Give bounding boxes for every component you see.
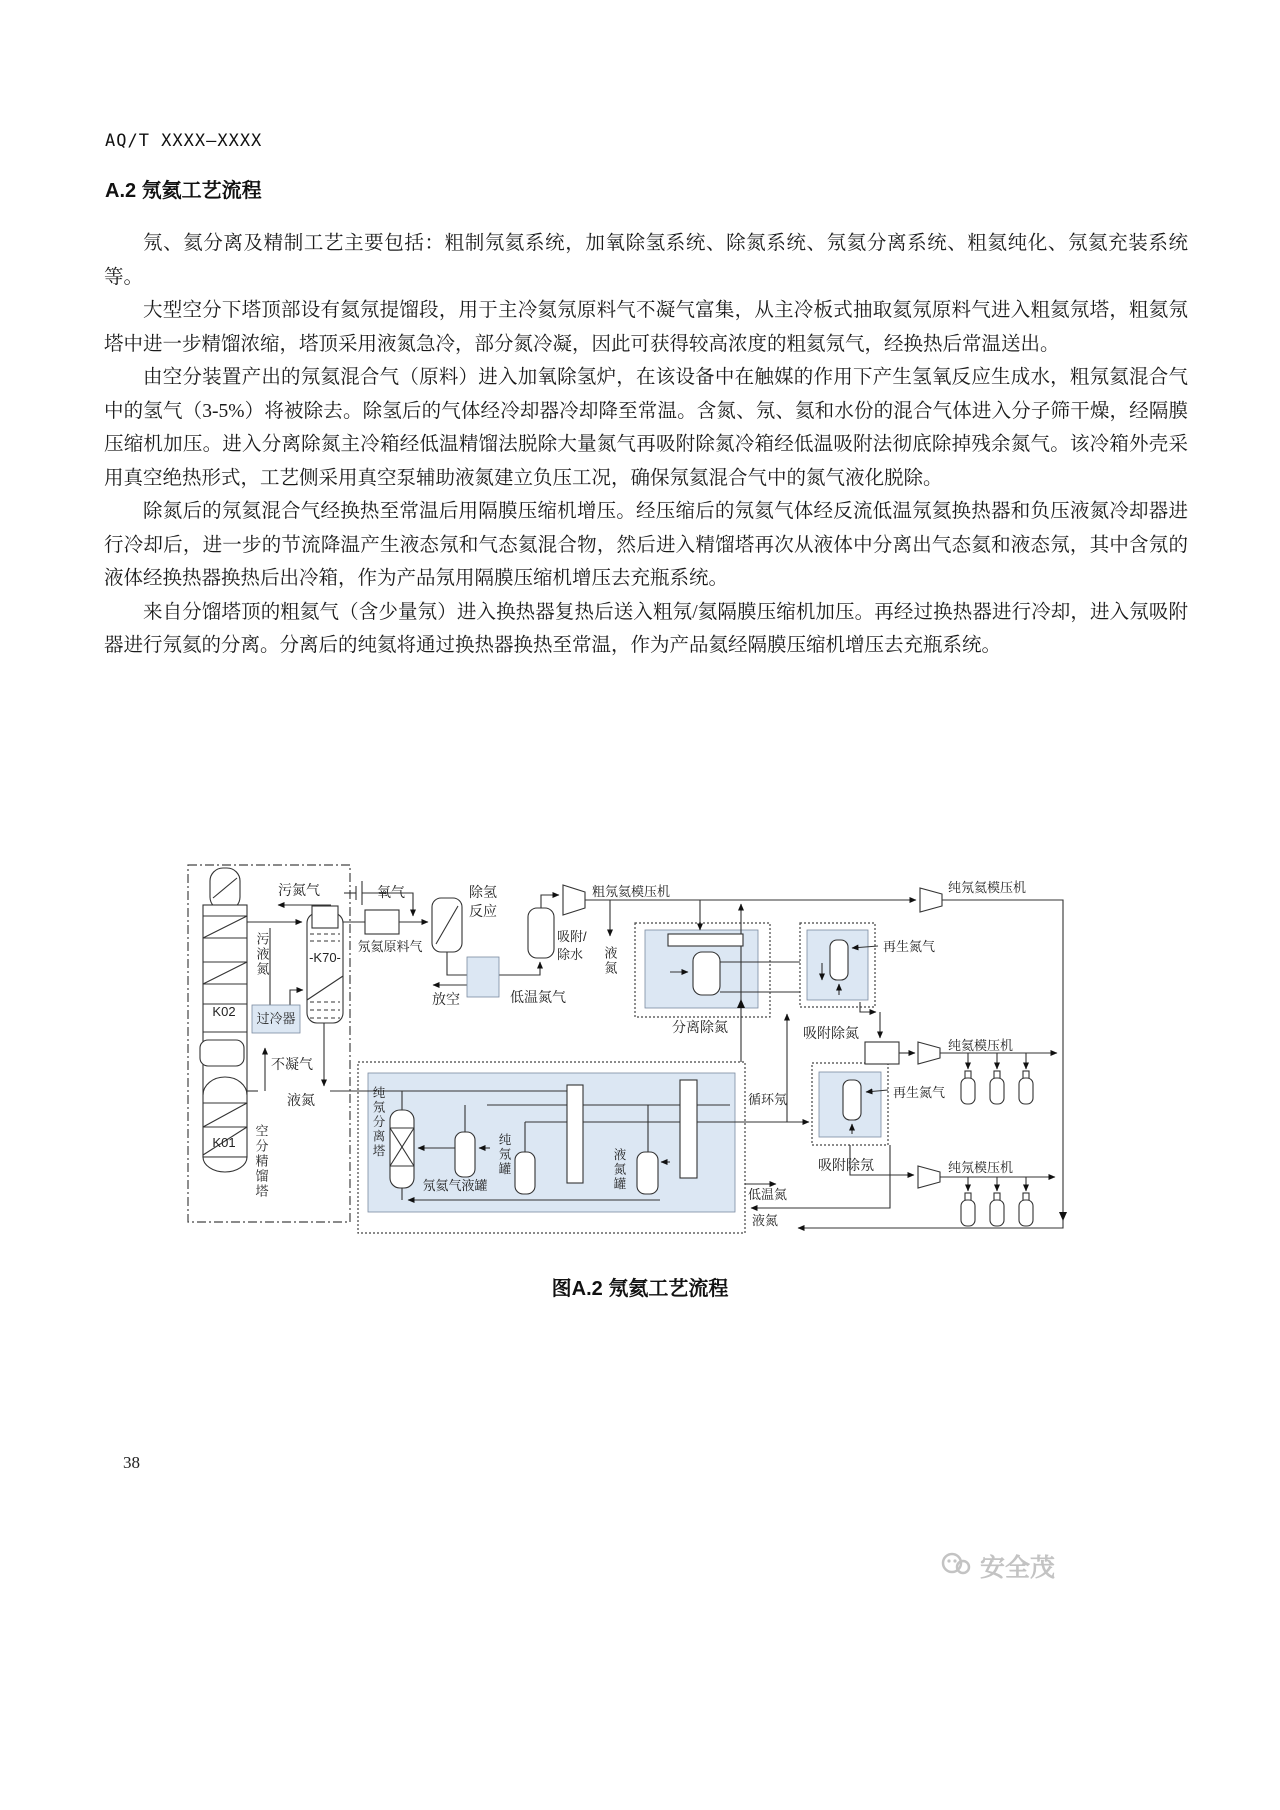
pure-neon-column-label: 纯氖分离塔 [371,1086,385,1159]
paragraph-5: 来自分馏塔顶的粗氦气（含少量氖）进入换热器复热后送入粗氖/氦隔膜压缩机加压。再经过换热器进行冷却，进入氖吸附器进行氖氦的分离。分离后的纯氦将通过换热器换热至常温，作为产品氦经隔膜压缩机增压去充瓶系统。 [104,601,1188,656]
paragraph-1: 氖、氦分离及精制工艺主要包括：粗制氖氦系统，加氧除氢系统、除氮系统、氖氦分离系统、粗氦纯化、氖氦充装系统等。 [104,233,1188,288]
neon-helium-feed-gas-label: 氖氦原料气 [357,939,423,954]
pure-neon-helium-compressor [920,888,942,912]
cold-box-heat-exchanger-1 [567,1085,583,1183]
section-title: A.2 氖氦工艺流程 [105,180,262,202]
feed-heat-exchanger [365,910,399,934]
air-separation-column-label: 空分精馏塔 [253,1124,269,1199]
pure-neon-tank-label: 纯氖罐 [497,1133,511,1177]
dehydrogenation-reactor [432,898,462,952]
crude-neon-helium-compressor-label: 粗氖氦模压机 [592,884,671,899]
liquid-nitrogen-bottom-label: 液氮 [752,1213,779,1228]
body-text [104,227,1188,663]
gas-liquid-tank-label: 氖氦气液罐 [422,1178,488,1193]
column-k02-label: K02 [212,1004,236,1019]
liquid-nitrogen-tank [637,1152,658,1194]
pure-neon-tank [515,1152,535,1194]
pure-neon-compressor [918,1166,940,1188]
oxygen-label: 氧气 [377,884,405,900]
figure-caption: 图A.2 氖氦工艺流程 [551,1278,729,1300]
helium-cylinders [961,1071,1033,1104]
paragraph-2: 大型空分下塔顶部设有氦氖提馏段，用于主冷氦氖原料气不凝气富集，从主冷板式抽取氦氖原料气进入粗氦氖塔，粗氦氖塔中进一步精馏浓缩，塔顶采用液氮急冷，部分氮冷凝，因此可获得较高浓度的粗氦氖气，经换热后常温送出。 [104,300,1188,355]
column-k01-label: K01 [212,1135,236,1150]
watermark [938,1548,1055,1584]
recycle-neon-label: 循环氖 [748,1092,788,1107]
regen-nitrogen-label-1: 再生氮气 [883,939,936,954]
pure-helium-compressor-label: 纯氦模压机 [948,1038,1014,1053]
regen-nitrogen-label-2: 再生氮气 [893,1085,946,1100]
nitrogen-separation-label: 分离除氮 [672,1019,728,1035]
adsorb-dewater-vessel [528,908,554,958]
cold-nitrogen-label: 低温氮 [748,1187,788,1202]
cold-box-heat-exchanger-2 [680,1080,697,1178]
pure-neon-compressor-label: 纯氖模压机 [948,1160,1014,1175]
dewater-label: 除水 [557,947,584,962]
process-flow-diagram [150,845,1090,1245]
watermark-logo-icon [938,1550,974,1583]
page-number: 38 [123,1453,140,1472]
helium-product-heat-exchanger [865,1042,899,1064]
liquid-nitrogen-tank-label: 液氮罐 [612,1148,626,1192]
cold-nitrogen-gas-label: 低温氮气 [510,989,566,1005]
after-cooler [467,957,499,997]
waste-liquid-nitrogen-label: 污液氮 [254,932,270,977]
standard-number-header: AQ/T XXXX—XXXX [105,131,263,151]
neon-cylinders [961,1193,1033,1226]
paragraph-4: 除氮后的氖氦混合气经换热至常温后用隔膜压缩机增压。经压缩后的氖氦气体经反流低温氖氦换热器和负压液氮冷却器进行冷却后，进一步的节流降温产生液态氖和气态氦混合物，然后进入精馏塔再次从液体中分离出气态氦和液态氖，其中含氖的液体经换热器换热后出冷箱，作为产品氖用隔膜压缩机增压去充瓶系统。 [104,501,1188,589]
pure-neon-helium-compressor-label: 纯氖氦模压机 [948,880,1027,895]
subcooler-label: 过冷器 [256,1011,296,1026]
non-condensable-gas-label: 不凝气 [271,1056,313,1072]
liquid-nitrogen-feed-label: 液氮 [602,946,618,976]
pure-helium-compressor [918,1042,940,1064]
watermark-text: 安全茂 [980,1554,1056,1582]
dehydrogenation-label-1: 除氢 [469,884,497,900]
crude-neon-helium-compressor [563,885,585,915]
air-separation-column [200,868,247,1172]
paragraph-3: 由空分装置产出的氖氦混合气（原料）进入加氧除氢炉，在该设备中在触媒的作用下产生氢氧反应生成水，粗氖氦混合气中的氢气（3-5%）将被除去。除氢后的气体经冷却器冷却降至常温。含氮、氖、氦和水份的混合气体进入分子筛干燥，经隔膜压缩机加压。进入分离除氮主冷箱经低温精馏法脱除大量氮气再吸附除氮冷箱经低温吸附法彻底除掉残余氮气。该冷箱外壳采用真空绝热形式，工艺侧采用真空泵辅助液氮建立负压工况，确保氖氦混合气中的氮气液化脱除。 [104,367,1188,489]
k70-column [307,906,343,1023]
dehydrogenation-label-2: 反应 [469,903,497,919]
nitrogen-adsorption-label: 吸附除氮 [803,1025,859,1041]
nitrogen-adsorber-vessel [830,940,848,980]
neon-adsorption-label: 吸附除氖 [818,1157,874,1173]
adsorb-label: 吸附/ [557,929,587,944]
pure-neon-separation-column [390,1110,414,1188]
neon-helium-gas-liquid-tank [455,1132,475,1177]
neon-adsorber-vessel [843,1080,861,1120]
k70-label: -K70- [309,950,341,965]
subcooler [252,1005,300,1033]
vent-label: 放空 [432,991,460,1007]
waste-nitrogen-label: 污氮气 [278,882,320,898]
liquid-nitrogen-left-label: 液氮 [287,1092,315,1108]
